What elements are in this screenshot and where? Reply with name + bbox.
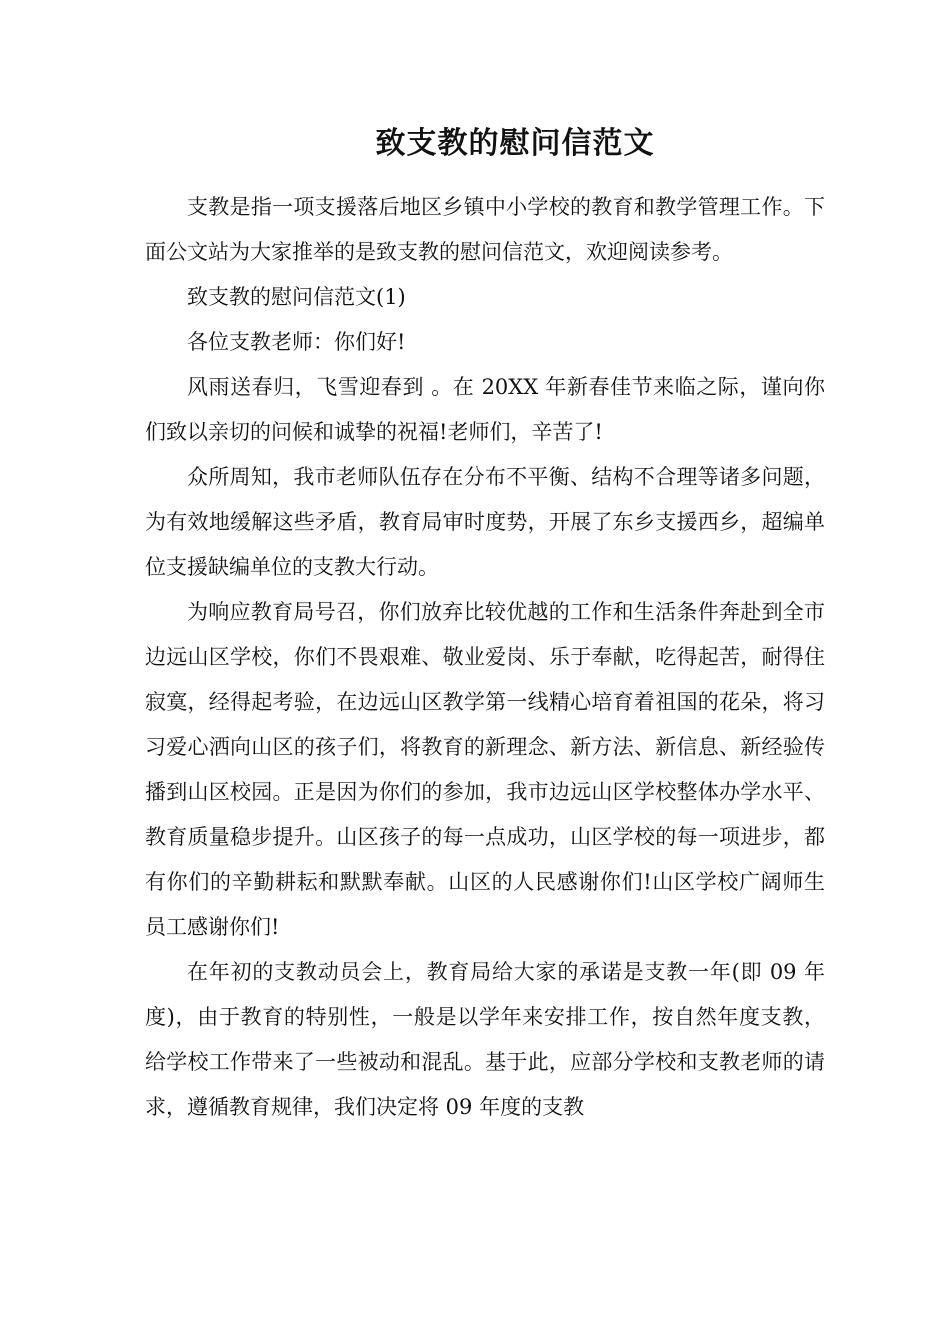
document-body [145, 185, 825, 1130]
paragraph-intro: 支教是指一项支援落后地区乡镇中小学校的教育和教学管理工作。下面公文站为大家推举的是致支教的慰问信范文，欢迎阅读参考。 [145, 195, 825, 264]
paragraph-appreciation: 为响应教育局号召，你们放弃比较优越的工作和生活条件奔赴到全市边远山区学校，你们不畏艰难、敬业爱岗、乐于奉献，吃得起苦，耐得住寂寞，经得起考验，在边远山区教学第一线精心培育着祖国的花朵，将习习爱心洒向山区的孩子们，将教育的新理念、新方法、新信息、新经验传播到山区校园。正是因为你们的参加，我市边远山区学校整体办学水平、教育质量稳步提升。山区孩子的每一点成功，山区学校的每一项进步，都有你们的辛勤耕耘和默默奉献。山区的人民感谢你们!山区学校广阔师生员工感谢你们! [145, 600, 825, 939]
paragraph-subtitle: 致支教的慰问信范文(1) [187, 285, 406, 309]
paragraph-new-year-wishes: 风雨送春归，飞雪迎春到 。在 20XX 年新春佳节来临之际，谨向你们致以亲切的问候和诚挚的祝福!老师们，辛苦了! [145, 375, 825, 444]
paragraph-background: 众所周知，我市老师队伍存在分布不平衡、结构不合理等诸多问题，为有效地缓解这些矛盾，教育局审时度势，开展了东乡支援西乡，超编单位支援缺编单位的支教大行动。 [145, 465, 825, 579]
paragraph-arrangement: 在年初的支教动员会上，教育局给大家的承诺是支教一年(即 09 年度)，由于教育的特别性，一般是以学年来安排工作，按自然年度支教，给学校工作带来了一些被动和混乱。基于此，应部分学校和支教老师的请求，遵循教育规律，我们决定将 09 年度的支教 [145, 960, 825, 1119]
paragraph-greeting: 各位支教老师：你们好! [187, 330, 406, 354]
document-title: 致支教的慰问信范文 [375, 126, 655, 161]
